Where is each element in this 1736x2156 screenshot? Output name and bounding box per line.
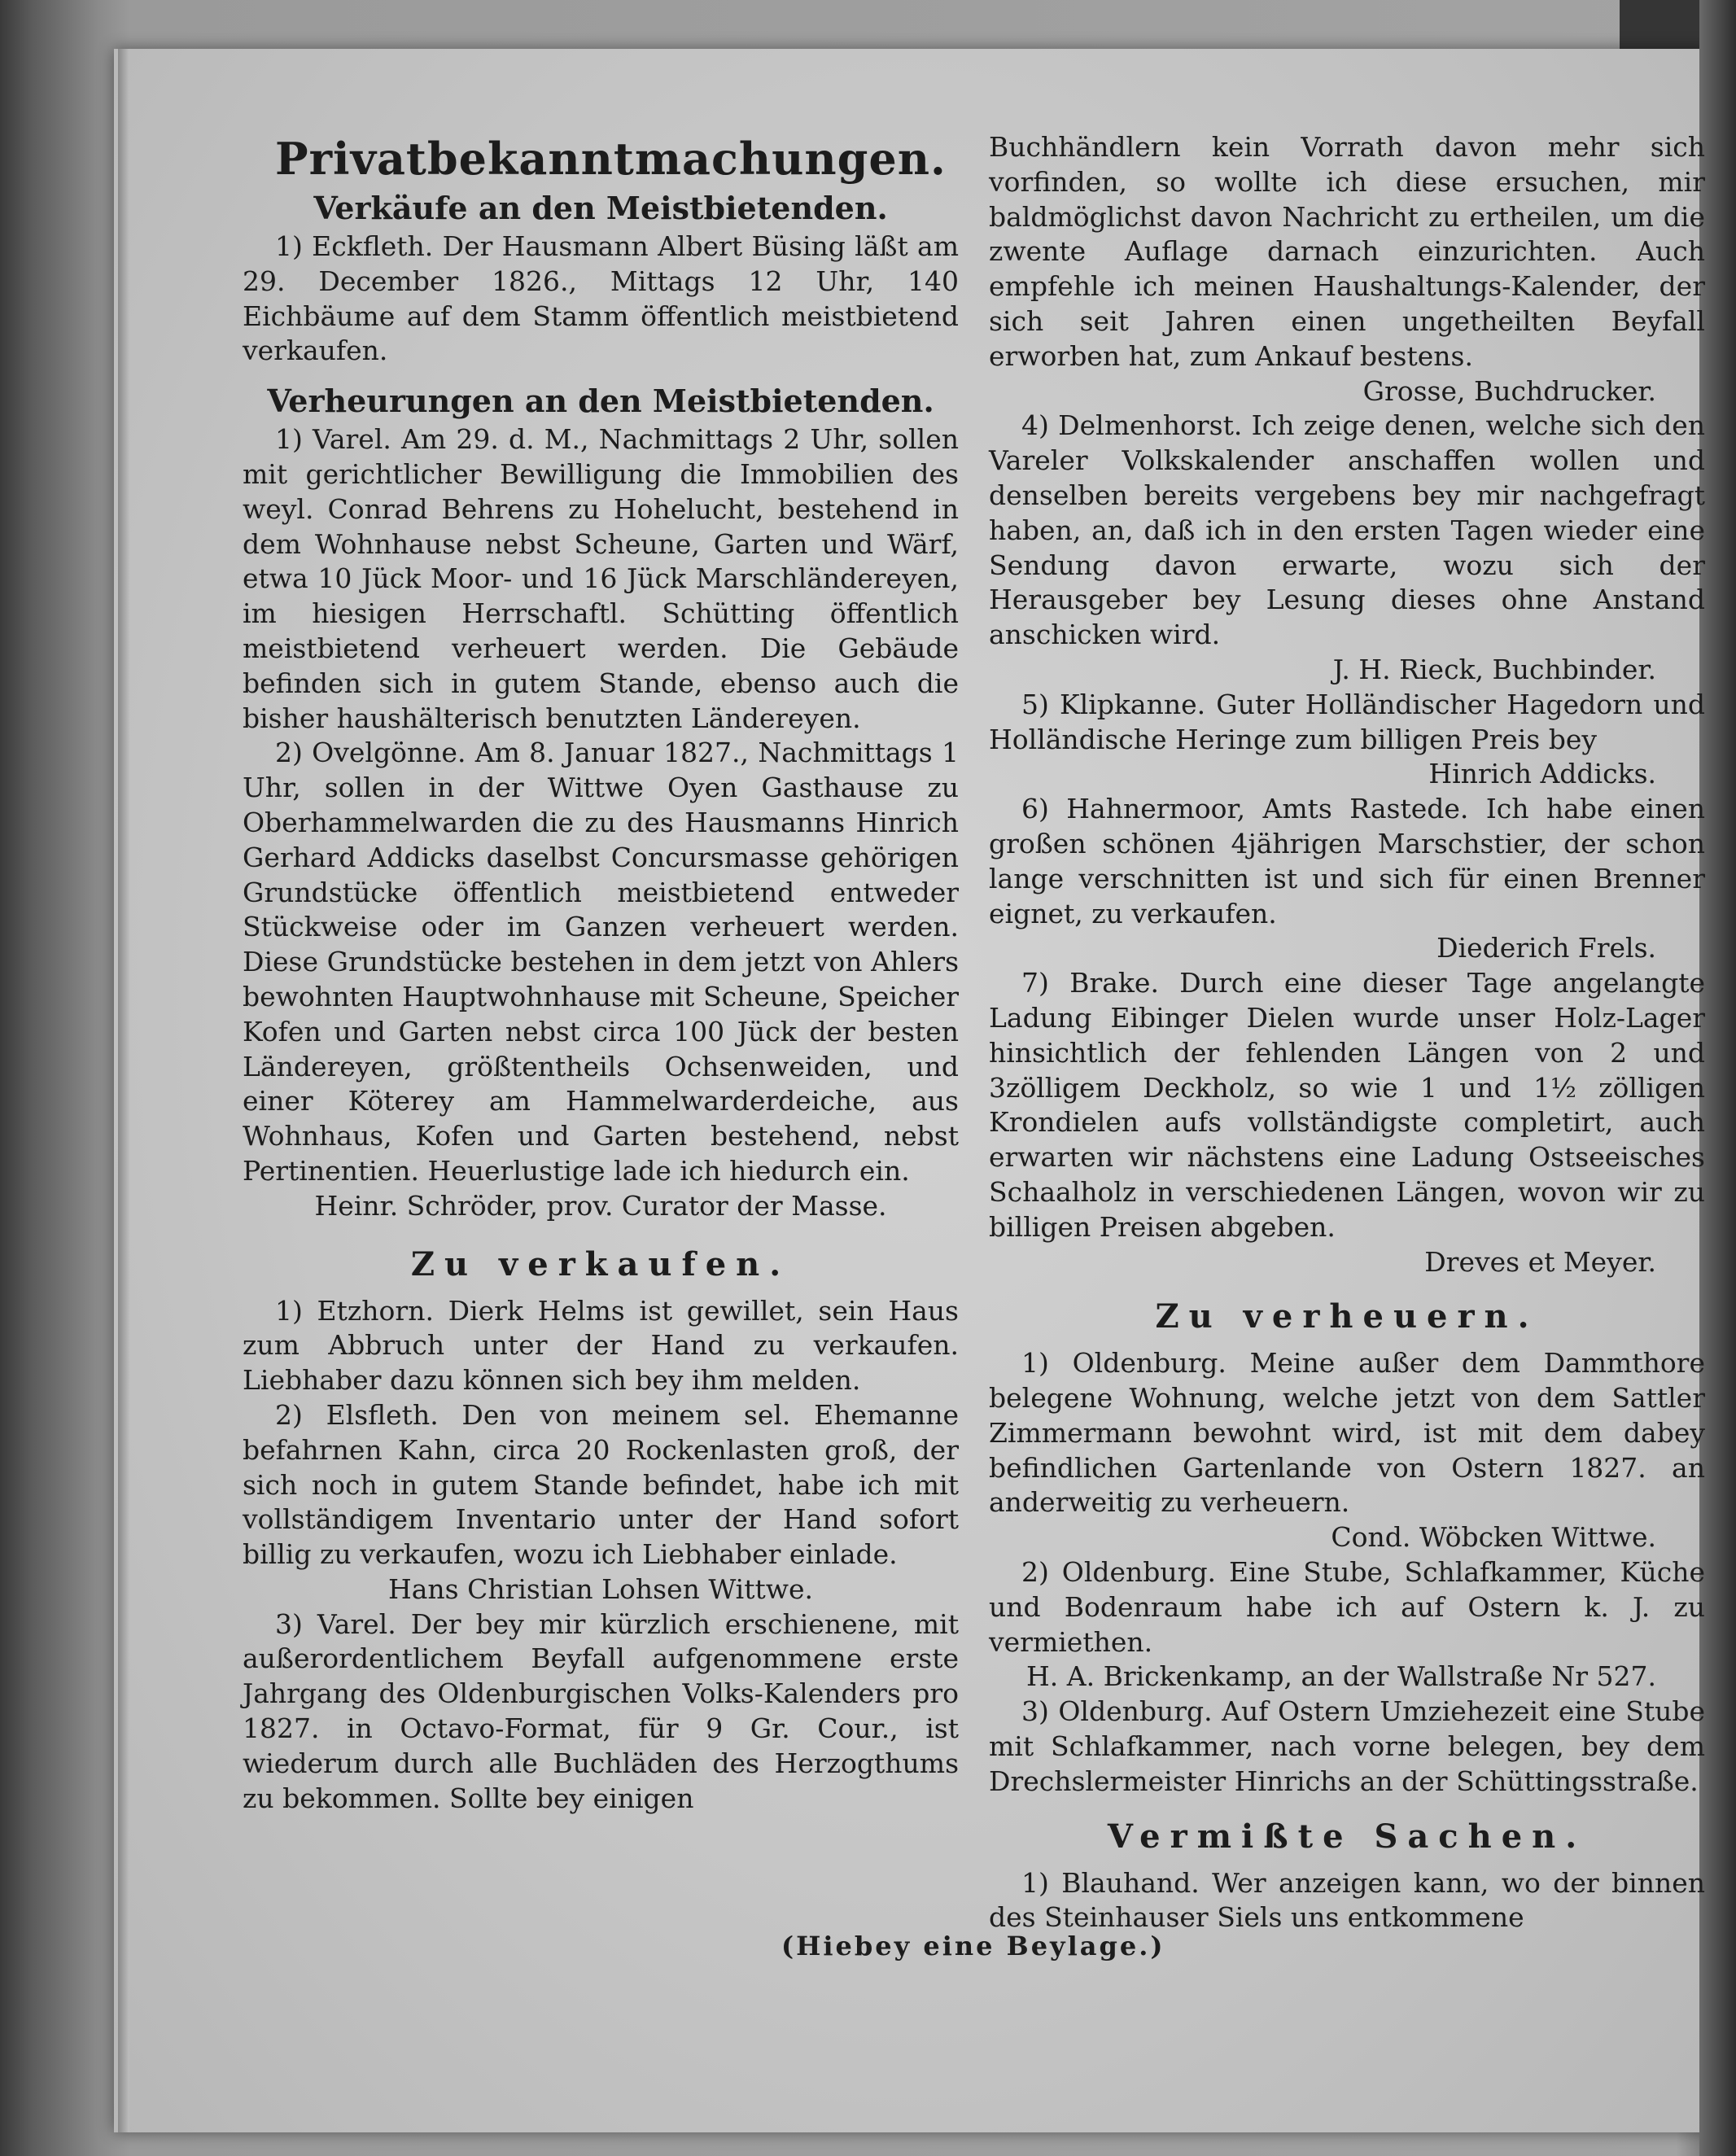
signature-dreves-meyer: Dreves et Meyer. [1424, 1245, 1656, 1278]
section-heading-for-sale: Zu verkaufen. [410, 1244, 791, 1284]
notice-blauhand: 1) Blauhand. Wer anzeigen kann, wo der binnen des Steinhauser Siels uns entkommene [989, 1866, 1705, 1934]
notice-oldenburg-1: 1) Oldenburg. Meine außer dem Dammthore belegene Wohnung, welche jetzt von dem Sattler Zimmermann bewohnt wird, ist mit dem dabey befindlichen Gartenlande von Ostern 1827. an anderweitig zu verheuern. [989, 1347, 1705, 1519]
notice-varel-calendar: 3) Varel. Der bey mir kürzlich erschienene, mit außerordentlichem Beyfall aufgenommene erste Jahrgang des Oldenburgischen Volks-Kalenders pro 1827. in Octavo-Format, für 9 Gr. Cour., ist wiederum durch alle Buchläden des Herzogthums zu bekommen. Sollte bey einigen [243, 1607, 959, 1814]
notice-calendar-continued: Buchhändlern kein Vorrath davon mehr sich vorfinden, so wollte ich diese ersuchen, mir baldmöglichst davon Nachricht zu ertheilen, um die zwente Auflage darnach einzurichten. Auch empfehle ich meinen Haushaltungs-Kalender, der sich seit Jahren einen ungetheilten Beyfall erworben hat, zum Ankauf bestens. [989, 131, 1705, 372]
notice-oldenburg-2: 2) Oldenburg. Eine Stube, Schlafkammer, Küche und Bodenraum habe ich auf Ostern k. J. zu vermiethen. [989, 1556, 1705, 1658]
signature-lohsen: Hans Christian Lohsen Wittwe. [387, 1572, 814, 1605]
notice-klipkanne: 5) Klipkanne. Guter Holländischer Hagedorn und Holländische Heringe zum billigen Preis bey [989, 688, 1705, 755]
signature-woebcken: Cond. Wöbcken Wittwe. [1331, 1521, 1656, 1554]
signature-frels: Diederich Frels. [1436, 932, 1656, 964]
notice-delmenhorst: 4) Delmenhorst. Ich zeige denen, welche sich den Vareler Volkskalender anschaffen wollen und denselben bereits vergebens bey mir nachgefragt haben, an, daß ich in den ersten Tagen wieder eine Sendung davon erwarte, wozu sich der Herausgeber bey Lesung dieses ohne Anstand anschicken wird. [989, 409, 1705, 651]
notice-ovelgoenne: 2) Ovelgönne. Am 8. Januar 1827., Nachmittags 1 Uhr, sollen in der Wittwe Oyen Gasthause zu Oberhammelwarden die zu des Hausmanns Hinrich Gerhard Addicks daselbst Concursmasse gehörigen Grundstücke öffentlich meistbietend entweder Stückweise oder im Ganzen verheuert werden. Diese Grundstücke bestehen in dem jetzt von Ahlers bewohnten Hauptwohnhause mit Scheune, Speicher Kofen und Garten nebst circa 100 Jück der besten Ländereyen, größtentheils Ochsenweiden, und einer Köterey am Hammelwarderdeiche, aus Wohnhaus, Kofen und Garten bestehend, nebst Pertinentien. Heuerlustige lade ich hiedurch ein. [243, 737, 959, 1187]
page-footer-supplement-note: (Hiebey eine Beylage.) [781, 1931, 1165, 1961]
section-heading-lease-auction: Verheurungen an den Meistbietenden. [267, 383, 934, 420]
notice-elsfleth: 2) Elsfleth. Den von meinem sel. Ehemanne befahrnen Kahn, circa 20 Rockenlasten groß, der sich noch in gutem Stande befindet, habe ich mit vollständigem Inventario unter der Hand sofort billig zu verkaufen, wozu ich Liebhaber einlade. [243, 1398, 959, 1571]
notice-etzhorn: 1) Etzhorn. Dierk Helms ist gewillet, sein Haus zum Abbruch unter der Hand zu verkaufen. Liebhaber dazu können sich bey ihm melden. [243, 1294, 959, 1397]
section-heading-for-lease: Zu verheuern. [1155, 1297, 1539, 1336]
section-heading-missing-items: Vermißte Sachen. [1107, 1817, 1587, 1856]
section-heading-sales-auction: Verkäufe an den Meistbietenden. [313, 190, 888, 226]
notice-varel-lease: 1) Varel. Am 29. d. M., Nachmittags 2 Uhr, sollen mit gerichtlicher Bewilligung die Immobilien des weyl. Conrad Behrens zu Hohelucht, bestehend in dem Wohnhause nebst Scheune, Garten und Wärf, etwa 10 Jück Moor- und 16 Jück Marschländereyen, im hiesigen Herrschaftl. Schütting öffentlich meistbietend verheuert werden. Die Gebäude befinden sich in gutem Stande, ebenso auch die bisher haushälterisch benutzten Ländereyen. [243, 423, 959, 734]
notice-hahnermoor: 6) Hahnermoor, Amts Rastede. Ich habe einen großen schönen 4jährigen Marschstier, der schon lange verschnitten ist und sich für einen Brenner eignet, zu verkaufen. [989, 793, 1705, 929]
signature-schroeder: Heinr. Schröder, prov. Curator der Masse. [314, 1189, 887, 1222]
signature-rieck: J. H. Rieck, Buchbinder. [1332, 653, 1656, 685]
page-title: Privatbekanntmachungen. [275, 133, 947, 185]
notice-oldenburg-3: 3) Oldenburg. Auf Ostern Umziehezeit eine Stube mit Schlafkammer, nach vorne belegen, bey dem Drechslermeister Hinrichs an der Schüttingsstraße. [989, 1695, 1705, 1797]
signature-grosse: Grosse, Buchdrucker. [1362, 374, 1656, 407]
right-column [989, 130, 1705, 1935]
notice-brake: 7) Brake. Durch eine dieser Tage angelangte Ladung Eibinger Dielen wurde unser Holz-Lager hinsichtlich der fehlenden Längen von 2 und 3zölligem Deckholz, so wie 1 und 1½ zölligen Krondielen aufs vollständigste completirt, auch erwarten wir nächstens eine Ladung Ostseeisches Schaalholz in verschiedenen Längen, wovon wir zu billigen Preisen abgeben. [989, 967, 1705, 1243]
left-column [243, 130, 959, 1816]
signature-brickenkamp: H. A. Brickenkamp, an der Wallstraße Nr 527. [1026, 1660, 1656, 1693]
page-fold-shadow [118, 49, 129, 2132]
notice-eckfleth: 1) Eckfleth. Der Hausmann Albert Büsing läßt am 29. December 1826., Mittags 12 Uhr, 140 Eichbäume auf dem Stamm öffentlich meistbietend verkaufen. [243, 230, 959, 367]
signature-addicks: Hinrich Addicks. [1428, 758, 1656, 790]
